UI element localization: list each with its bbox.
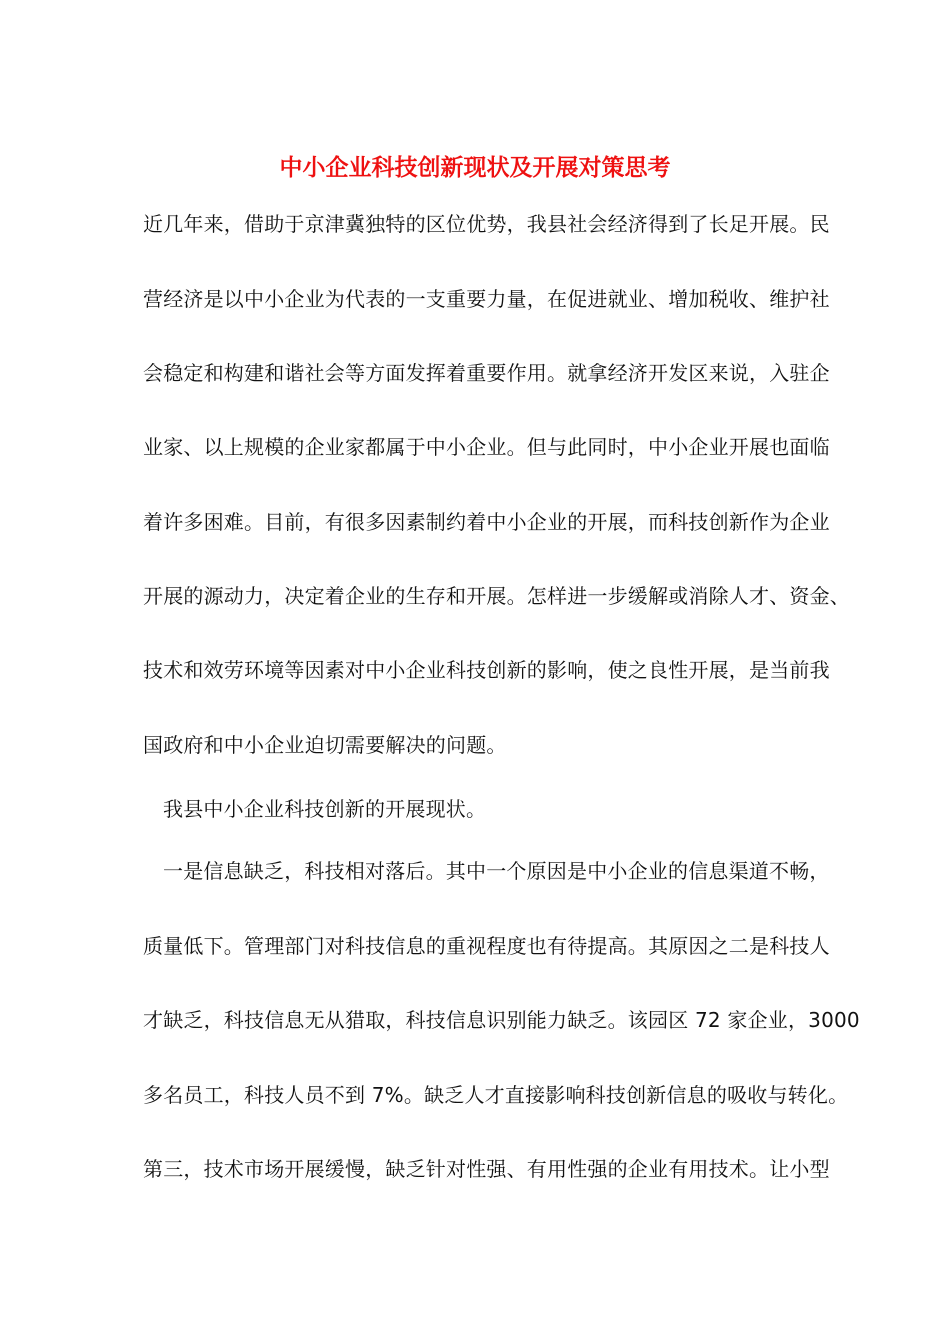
paragraph-line: 才缺乏，科技信息无从猎取，科技信息识别能力缺乏。该园区 72 家企业，3000 — [143, 1008, 860, 1032]
paragraph-line: 一是信息缺乏，科技相对落后。其中一个原因是中小企业的信息渠道不畅， — [163, 859, 830, 883]
paragraph-line: 着许多困难。目前，有很多因素制约着中小企业的开展，而科技创新作为企业 — [143, 510, 830, 534]
paragraph-line: 国政府和中小企业迫切需要解决的问题。 — [143, 733, 507, 757]
document-title: 中小企业科技创新现状及开展对策思考 — [279, 154, 671, 181]
paragraph-line: 第三，技术市场开展缓慢，缺乏针对性强、有用性强的企业有用技术。让小型 — [143, 1157, 830, 1181]
paragraph-line: 会稳定和构建和谐社会等方面发挥着重要作用。就拿经济开发区来说，入驻企 — [143, 361, 830, 385]
paragraph-line: 近几年来，借助于京津冀独特的区位优势，我县社会经济得到了长足开展。民 — [143, 212, 830, 236]
paragraph-line: 开展的源动力，决定着企业的生存和开展。怎样进一步缓解或消除人才、资金、 — [143, 584, 850, 608]
paragraph-line: 营经济是以中小企业为代表的一支重要力量，在促进就业、增加税收、维护社 — [143, 287, 830, 311]
paragraph-line: 业家、以上规模的企业家都属于中小企业。但与此同时，中小企业开展也面临 — [143, 435, 830, 459]
section-heading: 我县中小企业科技创新的开展现状。 — [163, 797, 487, 821]
paragraph-line: 多名员工，科技人员不到 7%。缺乏人才直接影响科技创新信息的吸收与转化。 — [143, 1083, 849, 1107]
paragraph-line: 技术和效劳环境等因素对中小企业科技创新的影响，使之良性开展，是当前我 — [143, 658, 830, 682]
paragraph-line: 质量低下。管理部门对科技信息的重视程度也有待提高。其原因之二是科技人 — [143, 934, 830, 958]
